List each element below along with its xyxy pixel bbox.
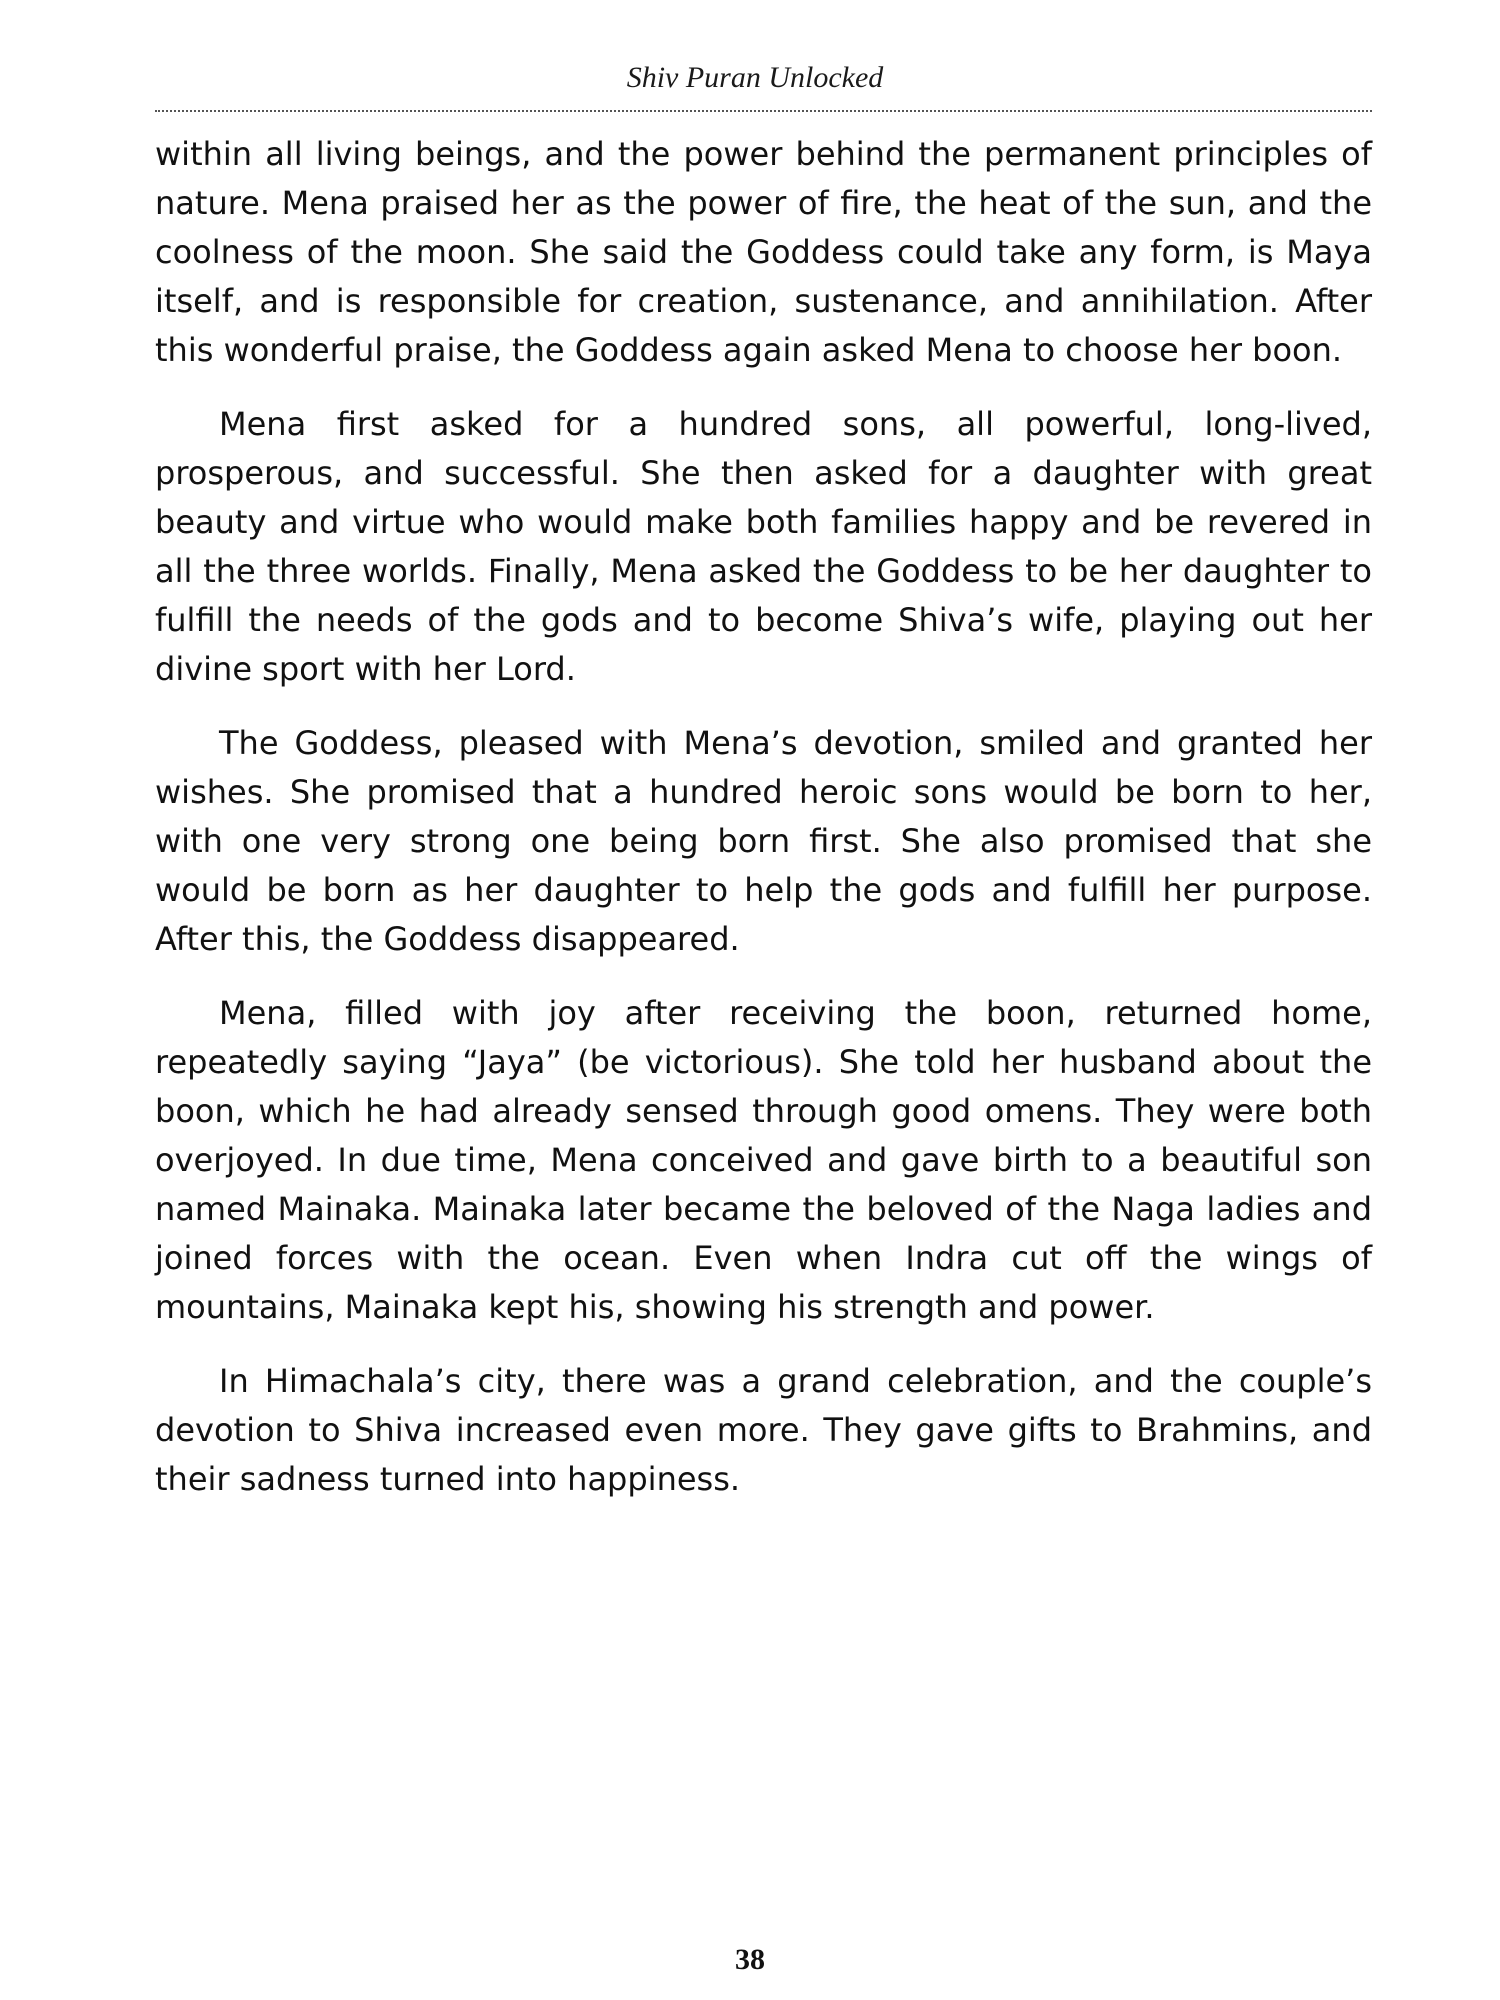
page-body	[155, 130, 1372, 1529]
header-dotted-rule	[155, 110, 1372, 112]
paragraph-4: Mena, filled with joy after receiving the boon, returned home, repeatedly saying “Jaya” (be victorious). She told her husband about the boon, which he had already sensed through good omens. They were both overjoyed. In due time, Mena conceived and gave birth to a beautiful son named Mainaka. Mainaka later became the beloved of the Naga ladies and joined forces with the ocean. Even when Indra cut off the wings of mountains, Mainaka kept his, showing his strength and power.	[155, 994, 1372, 1326]
running-head-title: Shiv Puran Unlocked	[626, 61, 884, 94]
page-number: 38	[735, 1943, 765, 1976]
paragraph-1: within all living beings, and the power behind the permanent principles of nature. Mena praised her as the power of fire, the heat of the sun, and the coolness of the moon. She said the Goddess could take any form, is Maya itself, and is responsible for creation, sustenance, and annihilation. After this wonderful praise, the Goddess again asked Mena to choose her boon.	[155, 135, 1372, 369]
paragraph-2: Mena first asked for a hundred sons, all powerful, long-lived, prosperous, and successful. She then asked for a daughter with great beauty and virtue who would make both families happy and be revered in all the three worlds. Finally, Mena asked the Goddess to be her daughter to fulfill the needs of the gods and to become Shiva’s wife, playing out her divine sport with her Lord.	[155, 405, 1372, 688]
paragraph-3: The Goddess, pleased with Mena’s devotion, smiled and granted her wishes. She promised that a hundred heroic sons would be born to her, with one very strong one being born first. She also promised that she would be born as her daughter to help the gods and fulfill her purpose. After this, the Goddess disappeared.	[155, 724, 1372, 958]
paragraph-5: In Himachala’s city, there was a grand celebration, and the couple’s devotion to Shiva increased even more. They gave gifts to Brahmins, and their sadness turned into happiness.	[155, 1362, 1372, 1498]
